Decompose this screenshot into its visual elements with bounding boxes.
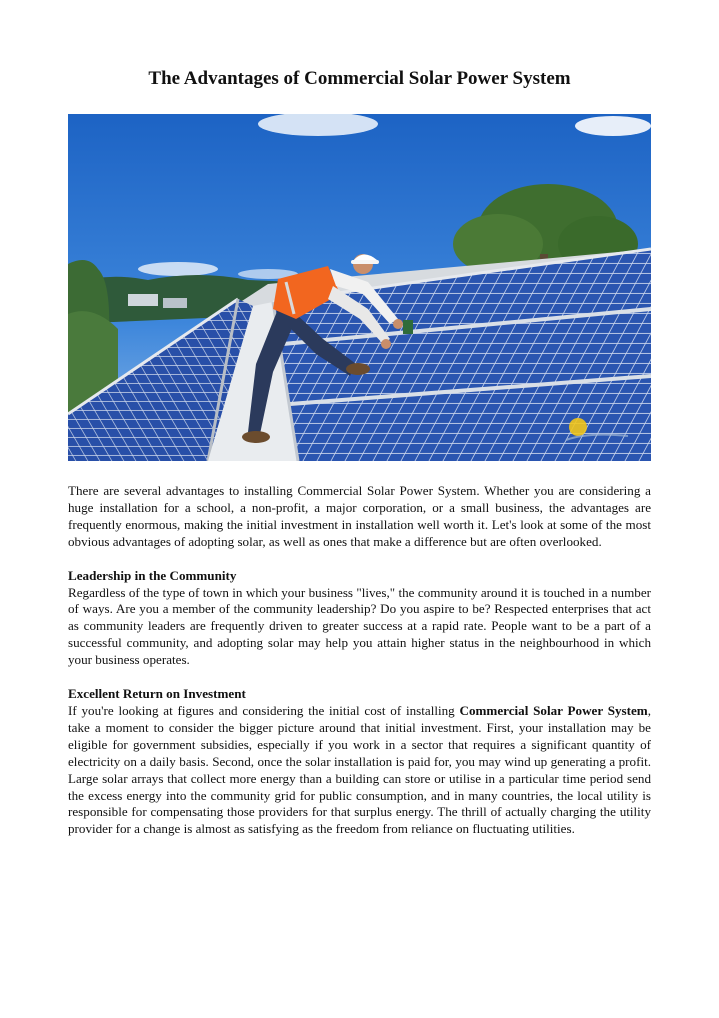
section-text-leadership: Regardless of the type of town in which your business "lives," the community around it is touched in a number of ways. Are you a member of the community leadership? Do you aspire to be? Respected enterprises that act as community leaders are frequently driven to greater success at a rapid rate. People want to be a part of a successful community, and adopting solar may help you attain higher status in the neighbourhood in which your business operates. [68, 584, 651, 668]
roi-text-after: , take a moment to consider the bigger picture around that initial investment. First, your installation may be eligible for government subsidies, especially if you work in a sector that requires a significant quantity of electricity on a daily basis. Second, once the solar installation is paid for, you may wind up generating a profit. Large solar arrays that collect more energy than a building can store or utilise in a particular time period send the excess energy into the community grid for public consumption, and in many countries, the local utility is responsible for compensating those providers for that surplus energy. The thrill of actually charging the utility provider for a change is almost as satisfying as the freedom from reliance on fluctuating utilities. [68, 702, 651, 837]
article-body [68, 483, 651, 838]
section-heading-roi: Excellent Return on Investment [68, 686, 246, 702]
roi-text-before: If you're looking at figures and considering the initial cost of installing [68, 702, 460, 718]
section-heading-leadership: Leadership in the Community [68, 567, 237, 583]
section-text-roi [68, 703, 651, 838]
intro-paragraph: There are several advantages to installing Commercial Solar Power System. Whether you are considering a huge installation for a school, a non-profit, a major corporation, or a small business, the advantages are frequently enormous, making the initial investment in installation well worth it. Let's look at some of the most obvious advantages of adopting solar, as well as ones that make a difference but are often overlooked. [68, 483, 651, 549]
solar-installer-illustration [68, 114, 651, 461]
roi-bold-phrase: Commercial Solar Power System [459, 702, 648, 718]
hero-image [68, 114, 651, 461]
page-title: The Advantages of Commercial Solar Power System [148, 68, 571, 89]
